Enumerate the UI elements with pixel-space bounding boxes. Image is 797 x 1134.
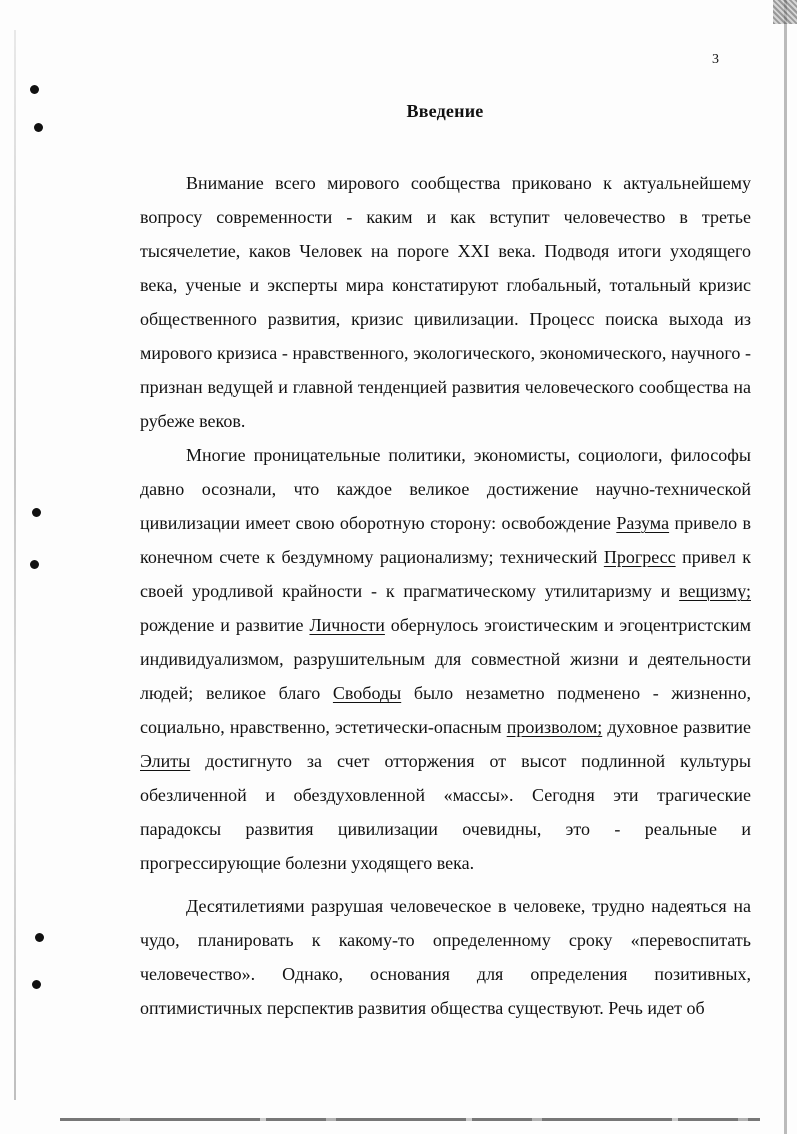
binding-hole (30, 560, 39, 569)
underlined-term: Личности (309, 615, 385, 635)
binding-hole (34, 123, 43, 132)
underlined-term: Свободы (332, 683, 402, 703)
paragraph (140, 166, 751, 438)
scan-corner-artifact (773, 0, 797, 24)
underlined-term: Прогресс (603, 547, 676, 567)
text-run: достигнуто за счет отторжения от высот подлинной культуры обезличенной и обездуховленной «массы». Сегодня эти трагические парадоксы развития цивилизации очевидны, это - реальные и прогрессирующие болезни уходящего века. (140, 751, 751, 873)
text-run: обернулось эгоистическим и эгоцентристским индивидуализмом, разрушительным для совместной жизни и деятельности людей; великое благо (140, 615, 751, 703)
binding-hole (32, 508, 41, 517)
section-heading: Введение (406, 101, 484, 121)
scan-right-edge (784, 0, 787, 1134)
underlined-term: произволом; (506, 717, 603, 737)
underlined-term: Разума (616, 513, 670, 533)
scan-bottom-edge (60, 1118, 760, 1121)
binding-hole (32, 980, 41, 989)
text-run: Внимание всего мирового сообщества приковано к актуальнейшему вопросу современности - каким и как вступит человечество в третье тысячелетие, каков Человек на пороге XXI века. Подводя итоги уходящего века, ученые и эксперты мира констатируют глобальный, тотальный кризис общественного развития, кризис цивилизации. Процесс поиска выхода из мирового кризиса - нравственного, экологического, экономического, научного - признан ведущей и главной тенденцией развития человеческого сообщества на рубеже веков. (140, 173, 751, 431)
binding-hole (30, 85, 39, 94)
text-run: Многие проницательные политики, экономисты, социологи, философы давно осознали, что каждое великое достижение научно-технической цивилизации имеет свою оборотную сторону: освобождение (140, 445, 751, 533)
text-run: рождение и развитие (140, 615, 310, 635)
page-number: 3 (712, 52, 719, 67)
paragraph (140, 889, 751, 1025)
text-run: привел к своей уродливой крайности - к прагматическому утилитаризму и (140, 547, 751, 601)
text-run: привело в конечном счете к бездумному рационализму; технический (140, 513, 751, 567)
text-run: Десятилетиями разрушая человеческое в человеке, трудно надеяться на чудо, планировать к какому-то определенному сроку «перевоспитать человечество». Однако, основания для определения позитивных, оптимистичных перспектив развития общества существуют. Речь идет об (140, 896, 751, 1018)
text-run: было незаметно подменено - жизненно, социально, нравственно, эстетически-опасным (140, 683, 751, 737)
underlined-term: вещизму; (679, 581, 751, 601)
binding-hole (35, 933, 44, 942)
paragraph (140, 438, 751, 880)
body-text (140, 166, 751, 1025)
underlined-term: Элиты (140, 751, 191, 771)
scan-left-edge (14, 30, 16, 1100)
text-run: духовное развитие (602, 717, 751, 737)
